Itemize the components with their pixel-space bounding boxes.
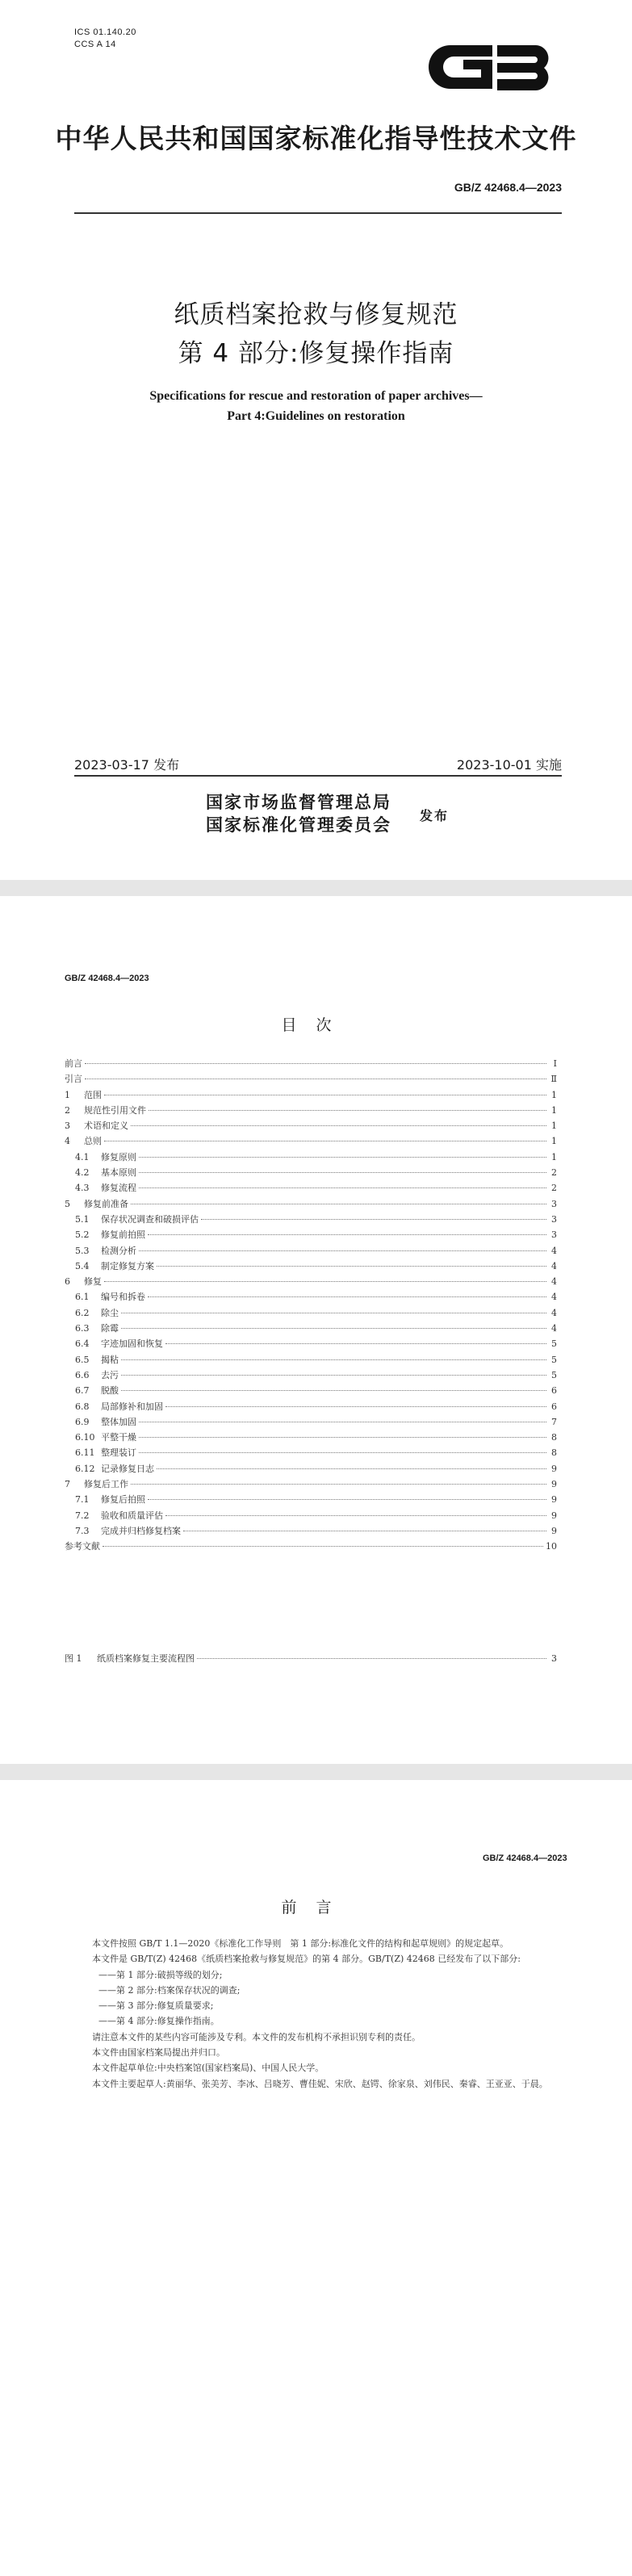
toc-dot-leader [121,1375,546,1376]
issue-word: 发布 [420,808,450,823]
toc-entry-title: 脱酸 [101,1385,119,1397]
implement-date: 2023-10-01 实施 [456,757,562,773]
toc-entry-number: 4 [65,1136,70,1147]
toc-entry-title: 制定修复方案 [101,1260,154,1271]
toc-entry-page: 9 [551,1525,557,1536]
toc-dot-leader [131,1484,546,1485]
toc-entry[interactable] [65,1399,557,1414]
toc-entry-title: 字迹加固和恢复 [101,1338,163,1350]
toc-entry-number: 5.2 [75,1229,90,1241]
toc-entry-page: 5 [551,1369,557,1380]
toc-entry-title: 局部修补和加固 [101,1401,163,1412]
toc-entry-page: 9 [551,1479,557,1490]
toc-dot-leader [157,1468,546,1469]
toc-dot-leader [165,1515,546,1516]
toc-entry[interactable] [65,1227,557,1242]
toc-entry-title: 纸质档案修复主要流程图 [97,1653,195,1664]
toc-entry-page: Ⅰ [553,1058,557,1069]
toc-entry-page: 8 [551,1447,557,1459]
toc-dot-leader [139,1452,546,1453]
toc-entry-page: 1 [551,1120,557,1132]
toc-dot-leader [165,1343,546,1344]
toc-entry[interactable] [65,1243,557,1259]
toc-entry[interactable] [65,1508,557,1523]
toc-entry-title: 整体加固 [101,1416,136,1427]
toc-title: 目次 [281,1016,351,1034]
toc-entry-page: 4 [551,1260,557,1271]
foreword-paragraph: 本文件主要起草人:黄丽华、张美芳、李冰、吕晓芳、曹佳妮、宋欣、赵锷、徐家泉、刘伟民、秦睿、王亚亚、于晨。 [92,2078,548,2089]
toc-entry[interactable] [65,1445,557,1460]
document-number: GB/Z 42468.4—2023 [454,181,562,194]
toc-dot-leader [201,1219,546,1220]
toc-entry[interactable] [65,1165,557,1180]
toc-entry-number: 7.3 [75,1525,90,1536]
toc-entry-page: 4 [551,1276,557,1288]
toc-entry-number: 6.12 [75,1463,95,1474]
foreword-title: 前言 [281,1899,351,1916]
title-en-line2: Part 4:Guidelines on restoration [227,409,405,423]
toc-entry-number: 5.1 [75,1213,90,1225]
toc-entry-number: 6 [65,1276,70,1288]
toc-entry[interactable] [65,1196,557,1212]
toc-entry-number: 6.8 [75,1401,90,1412]
toc-entry-title: 修复前拍照 [101,1229,145,1241]
toc-entry[interactable] [65,1368,557,1383]
toc-entry-page: 1 [551,1104,557,1116]
toc-entry-title: 保存状况调查和破损评估 [101,1213,199,1225]
toc-entry[interactable] [65,1539,557,1554]
toc-entry-title: 整理装订 [101,1447,136,1459]
toc-dot-leader [148,1234,546,1235]
toc-entry-number: 6.2 [75,1307,90,1318]
title-en-line1: Specifications for rescue and restoration of paper archives— [149,389,483,403]
toc-dot-leader [148,1499,546,1500]
toc-entry-page: 2 [551,1167,557,1179]
toc-entry-page: 3 [551,1653,557,1664]
toc-dot-leader [121,1390,546,1391]
toc-dot-leader [103,1546,543,1547]
toc-entry-page: 3 [551,1198,557,1209]
toc-dot-leader [131,1125,546,1126]
toc-entry[interactable] [65,1056,557,1071]
figure-entry[interactable] [65,1651,557,1666]
toc-entry-page: Ⅱ [550,1074,557,1085]
toc-entry[interactable] [65,1274,557,1289]
toc-entry-number: 5.3 [75,1245,90,1256]
toc-entry-number: 7.1 [75,1494,90,1506]
toc-entry-number: 6.10 [75,1432,95,1443]
toc-entry-number: 4.3 [75,1183,90,1194]
release-date: 2023-03-17 发布 [74,757,180,773]
toc-dot-leader [139,1250,546,1251]
toc-entry-number: 7 [65,1479,70,1490]
toc-dot-leader [139,1172,546,1173]
toc-entry[interactable] [65,1461,557,1476]
ccs-code: CCS A 14 [74,40,116,49]
toc-list [65,1056,557,1555]
toc-dot-leader [121,1359,546,1360]
date-divider [74,775,562,777]
foreword-list-item: ——第 4 部分:修复操作指南。 [98,2016,220,2027]
toc-entry-page: 5 [551,1338,557,1350]
toc-entry-page: 6 [551,1385,557,1397]
foreword-paragraph: 本文件按照 GB/T 1.1—2020《标准化工作导则 第 1 部分:标准化文件的结构和起草规则》的规定起草。 [92,1938,509,1949]
foreword-list-item: ——第 2 部分:档案保存状况的调查; [98,1984,241,1996]
toc-entry-title: 去污 [101,1369,119,1380]
toc-entry-title: 修复流程 [101,1183,136,1194]
toc-dot-leader [149,1110,546,1111]
toc-entry-title: 修复原则 [101,1151,136,1162]
toc-entry-title: 参考文献 [65,1541,100,1552]
toc-entry-page: 7 [551,1416,557,1427]
toc-entry-page: 4 [551,1307,557,1318]
toc-entry-title: 修复 [84,1276,102,1288]
toc-entry[interactable] [65,1523,557,1539]
toc-entry[interactable] [65,1071,557,1087]
toc-dot-leader [157,1266,546,1267]
toc-entry-page: 3 [551,1213,557,1225]
toc-entry-title: 前言 [65,1058,82,1069]
toc-dot-leader [139,1437,546,1438]
toc-entry-page: 10 [546,1541,557,1552]
toc-entry-title: 范围 [84,1089,102,1100]
toc-entry-number: 2 [65,1104,70,1116]
toc-entry-title: 除尘 [101,1307,119,1318]
cover-page [0,0,632,880]
toc-entry[interactable] [65,1430,557,1445]
toc-entry-title: 基本原则 [101,1167,136,1179]
toc-entry-page: 1 [551,1151,557,1162]
toc-entry-page: 3 [551,1229,557,1241]
foreword-paragraph: 本文件是 GB/T(Z) 42468《纸质档案抢救与修复规范》的第 4 部分。GB/T(Z) 42468 已经发布了以下部分: [92,1954,521,1965]
issuer-samr: 国家市场监督管理总局 [206,792,391,812]
gb-logo-icon [426,39,562,95]
page-gap [0,880,632,896]
title-zh-line1: 纸质档案抢救与修复规范 [174,300,458,329]
toc-entry-number: 6.9 [75,1416,90,1427]
toc-entry-page: 9 [551,1510,557,1521]
toc-dot-leader [85,1063,546,1064]
toc-entry-number: 6.11 [75,1447,95,1459]
page-header: GB/Z 42468.4—2023 [65,974,149,983]
page-gap [0,1764,632,1780]
toc-entry[interactable] [65,1383,557,1398]
toc-entry-number: 6.6 [75,1369,90,1380]
toc-entry-title: 术语和定义 [84,1120,128,1132]
toc-entry-number: 6.1 [75,1292,90,1303]
toc-entry[interactable] [65,1133,557,1149]
toc-entry[interactable] [65,1321,557,1336]
toc-entry-page: 2 [551,1183,557,1194]
toc-entry-title: 检测分析 [101,1245,136,1256]
toc-entry-title: 除霉 [101,1323,119,1334]
issuer-sac: 国家标准化管理委员会 [206,815,391,835]
toc-entry-number: 3 [65,1120,70,1132]
toc-entry-number: 5.4 [75,1260,90,1271]
toc-entry-number: 5 [65,1198,70,1209]
toc-entry[interactable] [65,1492,557,1507]
toc-entry-number: 6.7 [75,1385,90,1397]
toc-entry[interactable] [65,1336,557,1351]
toc-entry-title: 引言 [65,1074,82,1085]
toc-entry-page: 9 [551,1463,557,1474]
toc-entry-title: 总则 [84,1136,102,1147]
toc-page [0,896,632,1764]
foreword-body [74,1936,559,2092]
toc-entry-page: 1 [551,1136,557,1147]
toc-dot-leader [104,1281,546,1282]
toc-dot-leader [148,1296,546,1297]
toc-entry[interactable] [65,1414,557,1430]
foreword-list-item: ——第 3 部分:修复质量要求; [98,2000,214,2012]
toc-entry[interactable] [65,1103,557,1118]
standard-category: 中华人民共和国国家标准化指导性技术文件 [55,123,577,154]
toc-entry-title: 记录修复日志 [101,1463,154,1474]
toc-entry[interactable] [65,1212,557,1227]
toc-entry-number: 图 1 [65,1653,82,1664]
toc-dot-leader [197,1658,546,1659]
toc-entry-page: 6 [551,1401,557,1412]
toc-entry-page: 1 [551,1089,557,1100]
toc-entry-page: 4 [551,1292,557,1303]
toc-entry-number: 6.3 [75,1323,90,1334]
toc-dot-leader [139,1157,546,1158]
page-header: GB/Z 42468.4—2023 [483,1853,567,1863]
toc-entry-number: 4.2 [75,1167,90,1179]
toc-dot-leader [139,1187,546,1188]
toc-entry-number: 7.2 [75,1510,90,1521]
toc-entry-number: 6.4 [75,1338,90,1350]
figure-list [65,1651,557,1666]
toc-entry-title: 平整干燥 [101,1432,136,1443]
toc-entry-title: 修复后拍照 [101,1494,145,1506]
toc-entry[interactable] [65,1476,557,1492]
toc-dot-leader [165,1406,546,1407]
ics-code: ICS 01.140.20 [74,27,136,37]
foreword-paragraph: 请注意本文件的某些内容可能涉及专利。本文件的发布机构不承担识别专利的责任。 [92,2031,421,2042]
title-zh-line2: 第 4 部分:修复操作指南 [178,339,454,368]
toc-entry[interactable] [65,1305,557,1321]
toc-entry-title: 编号和拆卷 [101,1292,145,1303]
toc-entry-page: 8 [551,1432,557,1443]
toc-entry-title: 修复后工作 [84,1479,128,1490]
foreword-page [0,1780,632,2576]
toc-entry-page: 9 [551,1494,557,1506]
toc-dot-leader [121,1328,546,1329]
toc-entry[interactable] [65,1150,557,1165]
toc-entry-title: 修复前准备 [84,1198,128,1209]
toc-entry-page: 4 [551,1323,557,1334]
toc-entry[interactable] [65,1259,557,1274]
toc-entry-number: 6.5 [75,1354,90,1365]
toc-entry-page: 5 [551,1354,557,1365]
foreword-paragraph: 本文件由国家档案局提出并归口。 [92,2047,225,2059]
toc-entry-number: 4.1 [75,1151,90,1162]
foreword-paragraph: 本文件起草单位:中央档案馆(国家档案局)、中国人民大学。 [92,2063,324,2074]
toc-entry[interactable] [65,1087,557,1103]
toc-entry[interactable] [65,1289,557,1305]
toc-entry[interactable] [65,1352,557,1368]
toc-entry-title: 验收和质量评估 [101,1510,163,1521]
toc-entry-title: 完成并归档修复档案 [101,1525,181,1536]
cover-divider [74,212,562,214]
toc-entry-title: 揭粘 [101,1354,119,1365]
toc-entry-page: 4 [551,1245,557,1256]
toc-entry-title: 规范性引用文件 [84,1104,146,1116]
toc-entry-number: 1 [65,1089,70,1100]
toc-entry[interactable] [65,1180,557,1196]
toc-entry[interactable] [65,1118,557,1133]
foreword-list-item: ——第 1 部分:破损等级的划分; [98,1969,223,1980]
